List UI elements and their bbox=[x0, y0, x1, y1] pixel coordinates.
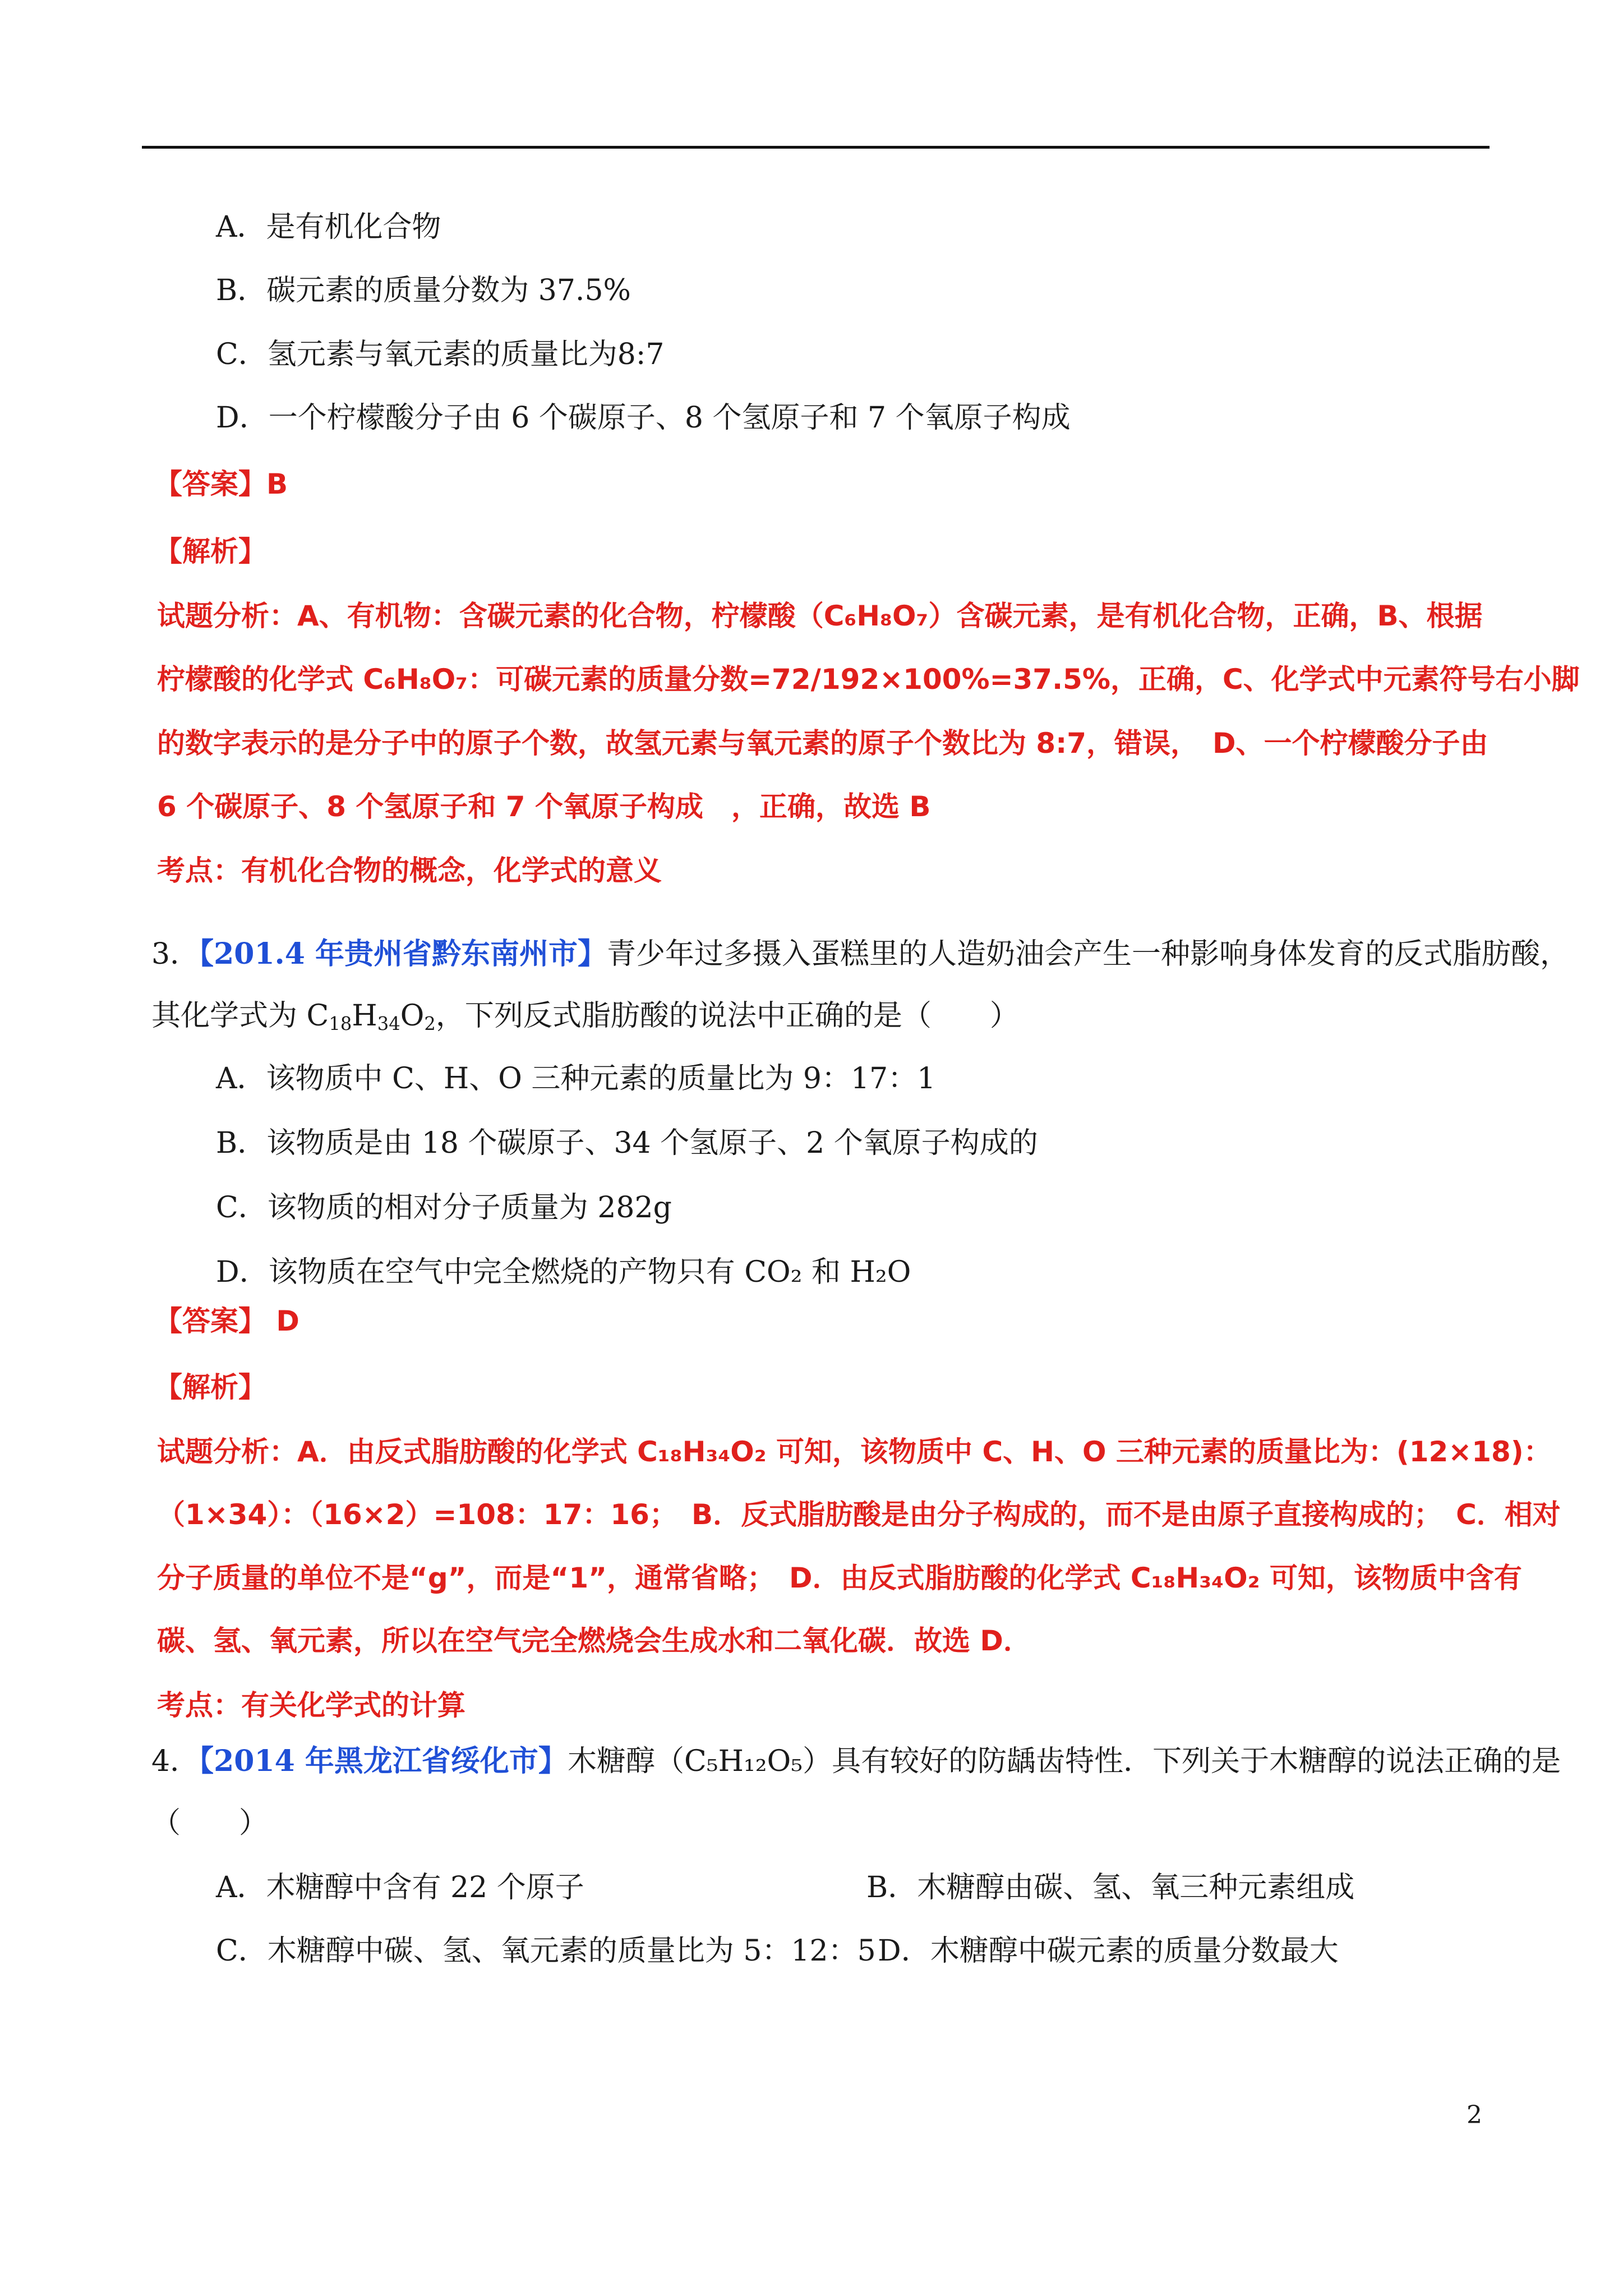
question-source: 【2014 年黑龙江省绥化市】 bbox=[199, 1744, 568, 1778]
q2-analysis-tag: 【解析】 bbox=[154, 535, 266, 568]
question-number: 3． bbox=[151, 937, 200, 971]
q4-stem-line2: （ ） bbox=[151, 1806, 269, 1840]
q4-option-b: B．木糖醇由碳、氢、氧三种元素组成 bbox=[866, 1871, 1355, 1904]
question-stem-post: ，下列反式脂肪酸的说法中正确的是（ ） bbox=[435, 999, 1019, 1033]
q3-analysis-line: 分子质量的单位不是“g”，而是“1”，通常省略； D．由反式脂肪酸的化学式 C₁₈H₃₄O₂ 可知，该物质中含有 bbox=[157, 1562, 1522, 1594]
answer-value: D bbox=[276, 1305, 299, 1337]
q3-stem-line1 bbox=[151, 935, 1569, 974]
q2-analysis-line: 柠檬酸的化学式 C₆H₈O₇：可碳元素的质量分数=72/192×100%=37.5%，正确，C、化学式中元素符号右小脚 bbox=[157, 663, 1580, 696]
q3-option-c: C．该物质的相对分子质量为 282g bbox=[216, 1191, 672, 1225]
q4-option-d: D．木糖醇中碳元素的质量分数最大 bbox=[878, 1934, 1339, 1968]
q2-key-points: 考点：有机化合物的概念，化学式的意义 bbox=[157, 854, 662, 887]
q3-option-d: D．该物质在空气中完全燃烧的产物只有 CO₂ 和 H₂O bbox=[216, 1255, 911, 1289]
answer-tag: 【答案】 bbox=[154, 1305, 266, 1337]
header-rule bbox=[142, 146, 1490, 149]
question-stem: 青少年过多摄入蛋糕里的人造奶油会产生一种影响身体发育的反式脂肪酸， bbox=[607, 937, 1570, 971]
q2-option-b: B．碳元素的质量分数为 37.5% bbox=[216, 274, 631, 307]
q2-answer bbox=[154, 464, 288, 504]
q4-option-c: C．木糖醇中碳、氢、氧元素的质量比为 5：12：5 bbox=[216, 1934, 876, 1968]
q4-option-a: A．木糖醇中含有 22 个原子 bbox=[216, 1871, 584, 1904]
q3-analysis-tag: 【解析】 bbox=[154, 1371, 266, 1404]
q2-analysis-line: 的数字表示的是分子中的原子个数，故氢元素与氧元素的原子个数比为 8:7，错误， D、一个柠檬酸分子由 bbox=[157, 727, 1488, 760]
q2-analysis-line: 6 个碳原子、8 个氢原子和 7 个氧原子构成 ，正确，故选 B bbox=[157, 790, 931, 823]
q3-stem-line2: 其化学式为 $C_{18}H_{34}O_2$，下列反式脂肪酸的说法中正确的是（ ） bbox=[151, 999, 1019, 1035]
question-stem: 木糖醇（C₅H₁₂O₅）具有较好的防龋齿特性．下列关于木糖醇的说法正确的是 bbox=[567, 1745, 1561, 1778]
q2-option-a: A．是有机化合物 bbox=[216, 210, 441, 244]
question-source: 【201.4 年贵州省黔东南州市】 bbox=[199, 937, 607, 971]
q2-option-d: D．一个柠檬酸分子由 6 个碳原子、8 个氢原子和 7 个氧原子构成 bbox=[216, 401, 1071, 435]
q3-analysis-line: 碳、氢、氧元素，所以在空气完全燃烧会生成水和二氧化碳．故选 D． bbox=[157, 1625, 1031, 1657]
answer-tag: 【答案】 bbox=[154, 468, 266, 500]
q3-option-b: B．该物质是由 18 个碳原子、34 个氢原子、2 个氧原子构成的 bbox=[216, 1126, 1038, 1160]
q4-stem-line1 bbox=[151, 1742, 1561, 1781]
q3-analysis-line: 试题分析：A．由反式脂肪酸的化学式 C₁₈H₃₄O₂ 可知，该物质中 C、H、O 三种元素的质量比为：(12×18)： bbox=[157, 1435, 1552, 1468]
q3-answer bbox=[154, 1301, 299, 1341]
question-stem-pre: 其化学式为 C bbox=[151, 999, 329, 1033]
page-number: 2 bbox=[1467, 2101, 1482, 2129]
q3-key-points: 考点：有关化学式的计算 bbox=[157, 1689, 465, 1722]
q3-analysis-line: （1×34）：（16×2）=108：17：16； B．反式脂肪酸是由分子构成的，而不是由原子直接构成的； C．相对 bbox=[157, 1498, 1561, 1531]
q2-analysis-line: 试题分析：A、有机物：含碳元素的化合物，柠檬酸（C₆H₈O₇）含碳元素，是有机化合物，正确，B、根据 bbox=[157, 600, 1483, 632]
q3-option-a: A．该物质中 C、H、O 三种元素的质量比为 9：17：1 bbox=[216, 1062, 936, 1096]
question-number: 4． bbox=[151, 1745, 200, 1778]
q2-option-c: C．氢元素与氧元素的质量比为8:7 bbox=[216, 338, 665, 371]
answer-value: B bbox=[266, 468, 288, 500]
